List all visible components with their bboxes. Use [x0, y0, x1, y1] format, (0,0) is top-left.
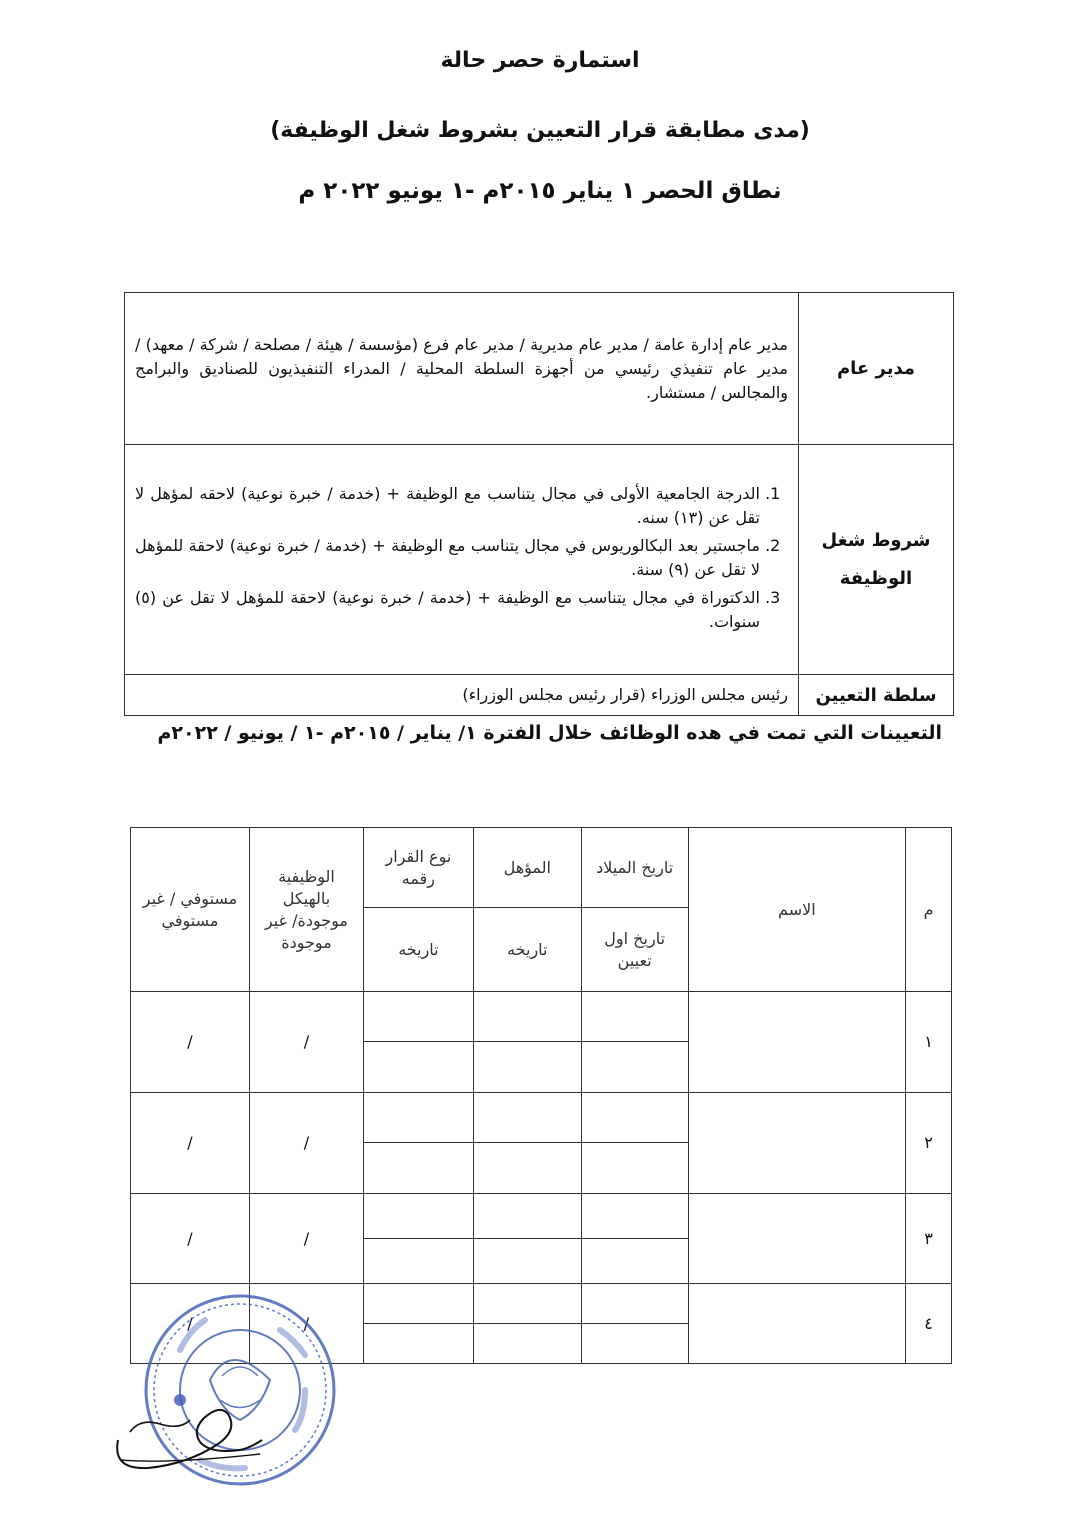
- header-row: [131, 828, 952, 908]
- qualification-cell[interactable]: [473, 992, 581, 1042]
- info-label: سلطة التعيين: [799, 675, 954, 716]
- decision-cell[interactable]: [363, 1093, 473, 1143]
- table-row: [131, 1093, 952, 1143]
- col-decision-header: [363, 828, 473, 908]
- col-decision-date-header: تاريخه: [363, 908, 473, 992]
- qualification-cell[interactable]: [473, 1093, 581, 1143]
- qualification-cell[interactable]: [473, 1194, 581, 1239]
- table-row: [131, 1194, 952, 1239]
- scope-line: نطاق الحصر ١ يناير ٢٠١٥م -١ يونيو ٢٠٢٢ م: [298, 178, 782, 204]
- col-structure-header: [250, 828, 364, 992]
- conditions-list: [135, 482, 788, 634]
- structure-cell[interactable]: /: [250, 1093, 364, 1194]
- decision-date-cell[interactable]: [363, 1324, 473, 1364]
- name-cell[interactable]: [688, 1194, 905, 1284]
- row-number: ٢: [906, 1093, 952, 1194]
- structure-cell[interactable]: /: [250, 1194, 364, 1284]
- form-title: استمارة حصر حالة: [440, 48, 640, 73]
- condition-item: 3. الدكتوراة في مجال يتناسب مع الوظيفة + (خدمة / خبرة نوعية) لاحقة للمؤهل لا تقل عن (٥) سنوات.: [135, 586, 760, 634]
- structure-cell[interactable]: /: [250, 1284, 364, 1364]
- info-row-authority: [125, 675, 954, 716]
- fulfilled-cell[interactable]: /: [131, 1093, 250, 1194]
- first-appointment-cell[interactable]: [581, 1042, 688, 1093]
- col-qualification-date-header: تاريخه: [473, 908, 581, 992]
- col-fulfilled-header: [131, 828, 250, 992]
- col-name-header: الاسم: [688, 828, 905, 992]
- birth-date-cell[interactable]: [581, 1093, 688, 1143]
- name-cell[interactable]: [688, 1284, 905, 1364]
- name-cell[interactable]: [688, 992, 905, 1093]
- info-label: مدير عام: [799, 293, 954, 445]
- structure-cell[interactable]: /: [250, 992, 364, 1093]
- condition-item: 1. الدرجة الجامعية الأولى في مجال يتناسب مع الوظيفة + (خدمة / خبرة نوعية) لاحقه لمؤهل لا تقل عن (١٣) سنه.: [135, 482, 760, 530]
- qualification-date-cell[interactable]: [473, 1143, 581, 1194]
- job-info-table: [124, 292, 954, 716]
- qualification-date-cell[interactable]: [473, 1324, 581, 1364]
- signature-icon: [110, 1360, 270, 1480]
- info-label: [799, 445, 954, 675]
- col-first-appointment-header: [581, 908, 688, 992]
- first-appointment-cell[interactable]: [581, 1239, 688, 1284]
- first-appointment-cell[interactable]: [581, 1324, 688, 1364]
- structure-label: الوظيفية بالهيكل موجودة/ غير موجودة: [264, 866, 348, 952]
- name-cell[interactable]: [688, 1093, 905, 1194]
- col-qualification-header: المؤهل: [473, 828, 581, 908]
- row-number: ١: [906, 992, 952, 1093]
- decision-date-cell[interactable]: [363, 1042, 473, 1093]
- qualification-cell[interactable]: [473, 1284, 581, 1324]
- col-birth-date-header: تاريخ الميلاد: [581, 828, 688, 908]
- condition-item: 2. ماجستير بعد البكالوريوس في مجال يتناسب مع الوظيفة + (خدمة / خبرة نوعية) لاحقة للمؤهل لا تقل عن (٩) سنة.: [135, 534, 760, 582]
- row-number: ٤: [906, 1284, 952, 1364]
- birth-date-cell[interactable]: [581, 992, 688, 1042]
- qualification-date-cell[interactable]: [473, 1239, 581, 1284]
- fulfilled-cell[interactable]: /: [131, 1194, 250, 1284]
- decision-cell[interactable]: [363, 992, 473, 1042]
- appointments-heading: التعيينات التي تمت في هده الوظائف خلال الفترة ١/ يناير / ٢٠١٥م -١ / يونيو / ٢٠٢٢م: [157, 722, 942, 744]
- appointments-table: [130, 827, 952, 1364]
- table-row: [131, 992, 952, 1042]
- conditions-list-cell: [125, 445, 799, 675]
- fulfilled-cell[interactable]: /: [131, 1284, 250, 1364]
- first-appointment-cell[interactable]: [581, 1143, 688, 1194]
- col-number-header: م: [906, 828, 952, 992]
- fulfilled-cell[interactable]: /: [131, 992, 250, 1093]
- birth-date-cell[interactable]: [581, 1284, 688, 1324]
- decision-type-label: نوع القرار رقمه: [385, 846, 452, 888]
- info-row-general-manager: [125, 293, 954, 445]
- qualification-date-cell[interactable]: [473, 1042, 581, 1093]
- first-appointment-label: تاريخ اول تعيين: [604, 928, 666, 970]
- conditions-label: شروط شغل الوظيفة: [821, 529, 931, 589]
- form-subtitle: (مدى مطابقة قرار التعيين بشروط شغل الوظيفة): [270, 118, 810, 143]
- decision-cell[interactable]: [363, 1284, 473, 1324]
- info-value: مدير عام إدارة عامة / مدير عام مديرية / مدير عام فرع (مؤسسة / هيئة / مصلحة / شركة / معهد) / مدير عام تنفيذي رئيسي من أجهزة السلطة المحلية / المدراء التنفيذيون للصناديق والبرامج والمجالس / مستشار.: [125, 293, 799, 445]
- decision-date-cell[interactable]: [363, 1143, 473, 1194]
- decision-date-cell[interactable]: [363, 1239, 473, 1284]
- birth-date-cell[interactable]: [581, 1194, 688, 1239]
- decision-cell[interactable]: [363, 1194, 473, 1239]
- row-number: ٣: [906, 1194, 952, 1284]
- fulfilled-label: مستوفي / غير مستوفي: [142, 888, 238, 930]
- info-row-conditions: [125, 445, 954, 675]
- info-value: رئيس مجلس الوزراء (قرار رئيس مجلس الوزراء): [125, 675, 799, 716]
